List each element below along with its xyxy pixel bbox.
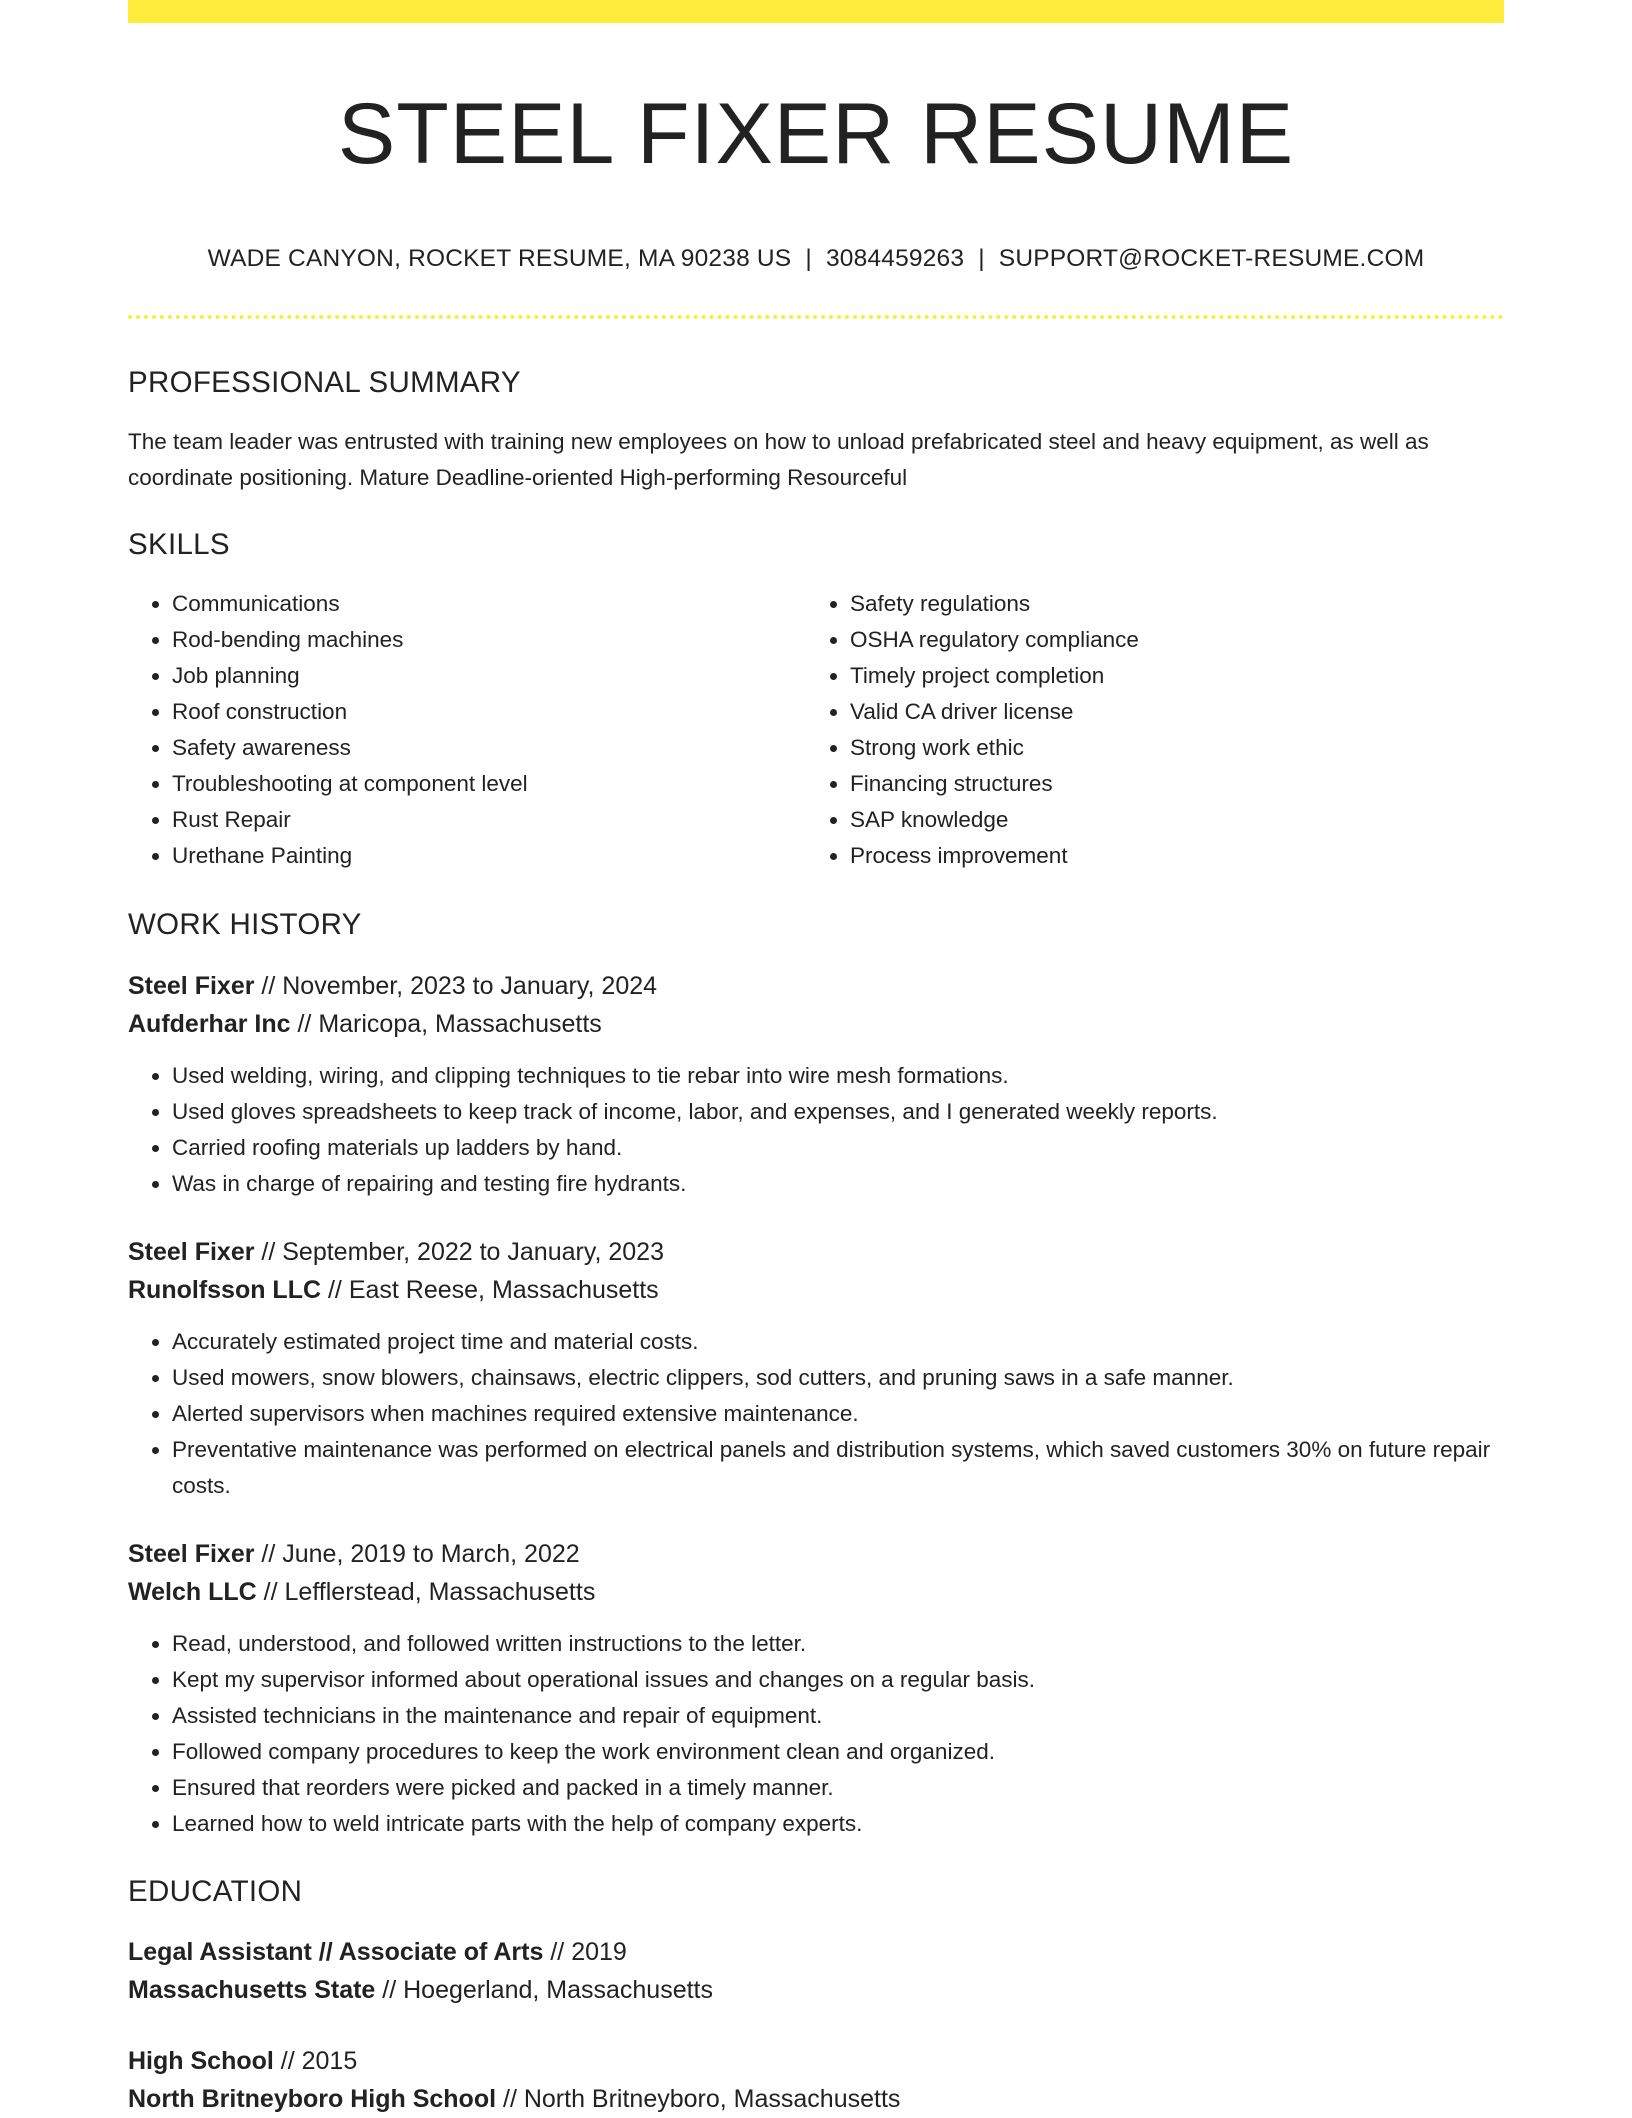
job-company-line	[128, 1005, 1504, 1043]
job-title-line	[128, 1535, 1504, 1573]
skill-item: • Rust Repair	[172, 802, 806, 838]
education-degree-line	[128, 2042, 1504, 2080]
job-role: Steel Fixer	[128, 1539, 255, 1568]
job-bullet: • Used gloves spreadsheets to keep track of income, labor, and expenses, and I generated weekly reports.	[172, 1094, 1504, 1130]
skill-item: • Communications	[172, 586, 806, 622]
skill-item: • Troubleshooting at component level	[172, 766, 806, 802]
job-title-line	[128, 1233, 1504, 1271]
skill-item: • SAP knowledge	[850, 802, 1484, 838]
education-school-line	[128, 1971, 1504, 2009]
skill-item: • Rod-bending machines	[172, 622, 806, 658]
job-company: Runolfsson LLC	[128, 1275, 322, 1304]
job-bullet: • Kept my supervisor informed about operational issues and changes on a regular basis.	[172, 1662, 1504, 1698]
education-school: North Britneyboro High School	[128, 2084, 497, 2113]
accent-top-bar	[128, 0, 1504, 23]
job-bullet: • Carried roofing materials up ladders by hand.	[172, 1130, 1504, 1166]
job-company-line	[128, 1573, 1504, 1611]
job-bullets	[128, 1626, 1504, 1842]
job-company-line	[128, 1271, 1504, 1309]
job-title-line	[128, 967, 1504, 1005]
job-bullet: • Used mowers, snow blowers, chainsaws, electric clippers, sod cutters, and pruning saws in a safe manner.	[172, 1360, 1504, 1396]
contact-separator: |	[978, 245, 985, 272]
job-location: // East Reese, Massachusetts	[327, 1275, 659, 1304]
education-year: // 2015	[280, 2046, 358, 2075]
dotted-divider	[128, 315, 1504, 319]
job-bullet: • Ensured that reorders were picked and packed in a timely manner.	[172, 1770, 1504, 1806]
skill-item: • Safety regulations	[850, 586, 1484, 622]
contact-email[interactable]: SUPPORT@ROCKET-RESUME.COM	[998, 245, 1425, 272]
work-history-list	[128, 967, 1504, 1842]
education-entry	[128, 1933, 1504, 2009]
skills-list-right	[806, 586, 1484, 874]
job-bullet: • Used welding, wiring, and clipping techniques to tie rebar into wire mesh formations.	[172, 1058, 1504, 1094]
education-year: // 2019	[550, 1937, 627, 1966]
section-title-education: EDUCATION	[128, 1874, 303, 1908]
skill-item: • Safety awareness	[172, 730, 806, 766]
skill-item: • OSHA regulatory compliance	[850, 622, 1484, 658]
job-bullet: • Followed company procedures to keep the work environment clean and organized.	[172, 1734, 1504, 1770]
education-degree: High School	[128, 2046, 274, 2075]
job-role: Steel Fixer	[128, 971, 255, 1000]
contact-address: WADE CANYON, ROCKET RESUME, MA 90238 US	[207, 245, 792, 272]
job-dates: // June, 2019 to March, 2022	[261, 1539, 580, 1568]
education-location: // North Britneyboro, Massachusetts	[503, 2084, 901, 2113]
job-location: // Maricopa, Massachusetts	[297, 1009, 602, 1038]
skill-item: • Process improvement	[850, 838, 1484, 874]
skills-grid	[128, 586, 1504, 874]
skill-item: • Job planning	[172, 658, 806, 694]
skill-item: • Strong work ethic	[850, 730, 1484, 766]
job-bullet: • Read, understood, and followed written instructions to the letter.	[172, 1626, 1504, 1662]
job-role: Steel Fixer	[128, 1237, 255, 1266]
job-entry	[128, 967, 1504, 1202]
education-location: // Hoegerland, Massachusetts	[382, 1975, 714, 2004]
summary-text: The team leader was entrusted with training new employees on how to unload prefabricated steel and heavy equipment, as well as coordinate positioning. Mature Deadline-oriented High-performing Resourceful	[128, 428, 1429, 490]
resume-page	[128, 0, 1504, 2118]
contact-line	[128, 244, 1504, 273]
job-company: Aufderhar Inc	[128, 1009, 291, 1038]
education-degree-line	[128, 1933, 1504, 1971]
skill-item: • Urethane Painting	[172, 838, 806, 874]
education-degree: Legal Assistant // Associate of Arts	[128, 1937, 544, 1966]
skill-item: • Timely project completion	[850, 658, 1484, 694]
job-dates: // September, 2022 to January, 2023	[261, 1237, 664, 1266]
section-title-summary: PROFESSIONAL SUMMARY	[128, 366, 521, 400]
skill-item: • Roof construction	[172, 694, 806, 730]
job-company: Welch LLC	[128, 1577, 257, 1606]
job-bullet: • Was in charge of repairing and testing fire hydrants.	[172, 1166, 1504, 1202]
job-dates: // November, 2023 to January, 2024	[261, 971, 658, 1000]
education-entry	[128, 2042, 1504, 2118]
education-school-line	[128, 2080, 1504, 2118]
skill-item: • Valid CA driver license	[850, 694, 1484, 730]
education-list	[128, 1933, 1504, 2118]
section-title-work: WORK HISTORY	[128, 908, 362, 942]
job-entry	[128, 1535, 1504, 1842]
job-bullets	[128, 1058, 1504, 1202]
skills-list-left	[128, 586, 806, 874]
job-bullet: • Alerted supervisors when machines required extensive maintenance.	[172, 1396, 1504, 1432]
job-location: // Lefflerstead, Massachusetts	[263, 1577, 596, 1606]
job-entry	[128, 1233, 1504, 1504]
job-bullet: • Preventative maintenance was performed on electrical panels and distribution systems, which saved customers 30% on future repair costs.	[172, 1432, 1504, 1504]
job-bullet: • Learned how to weld intricate parts with the help of company experts.	[172, 1806, 1504, 1842]
contact-separator: |	[805, 245, 812, 272]
job-bullet: • Assisted technicians in the maintenance and repair of equipment.	[172, 1698, 1504, 1734]
job-bullets	[128, 1324, 1504, 1504]
resume-title: STEEL FIXER RESUME	[337, 86, 1295, 182]
section-title-skills: SKILLS	[128, 527, 230, 561]
education-school: Massachusetts State	[128, 1975, 376, 2004]
job-bullet: • Accurately estimated project time and material costs.	[172, 1324, 1504, 1360]
skill-item: • Financing structures	[850, 766, 1484, 802]
contact-phone[interactable]: 3084459263	[825, 245, 965, 272]
